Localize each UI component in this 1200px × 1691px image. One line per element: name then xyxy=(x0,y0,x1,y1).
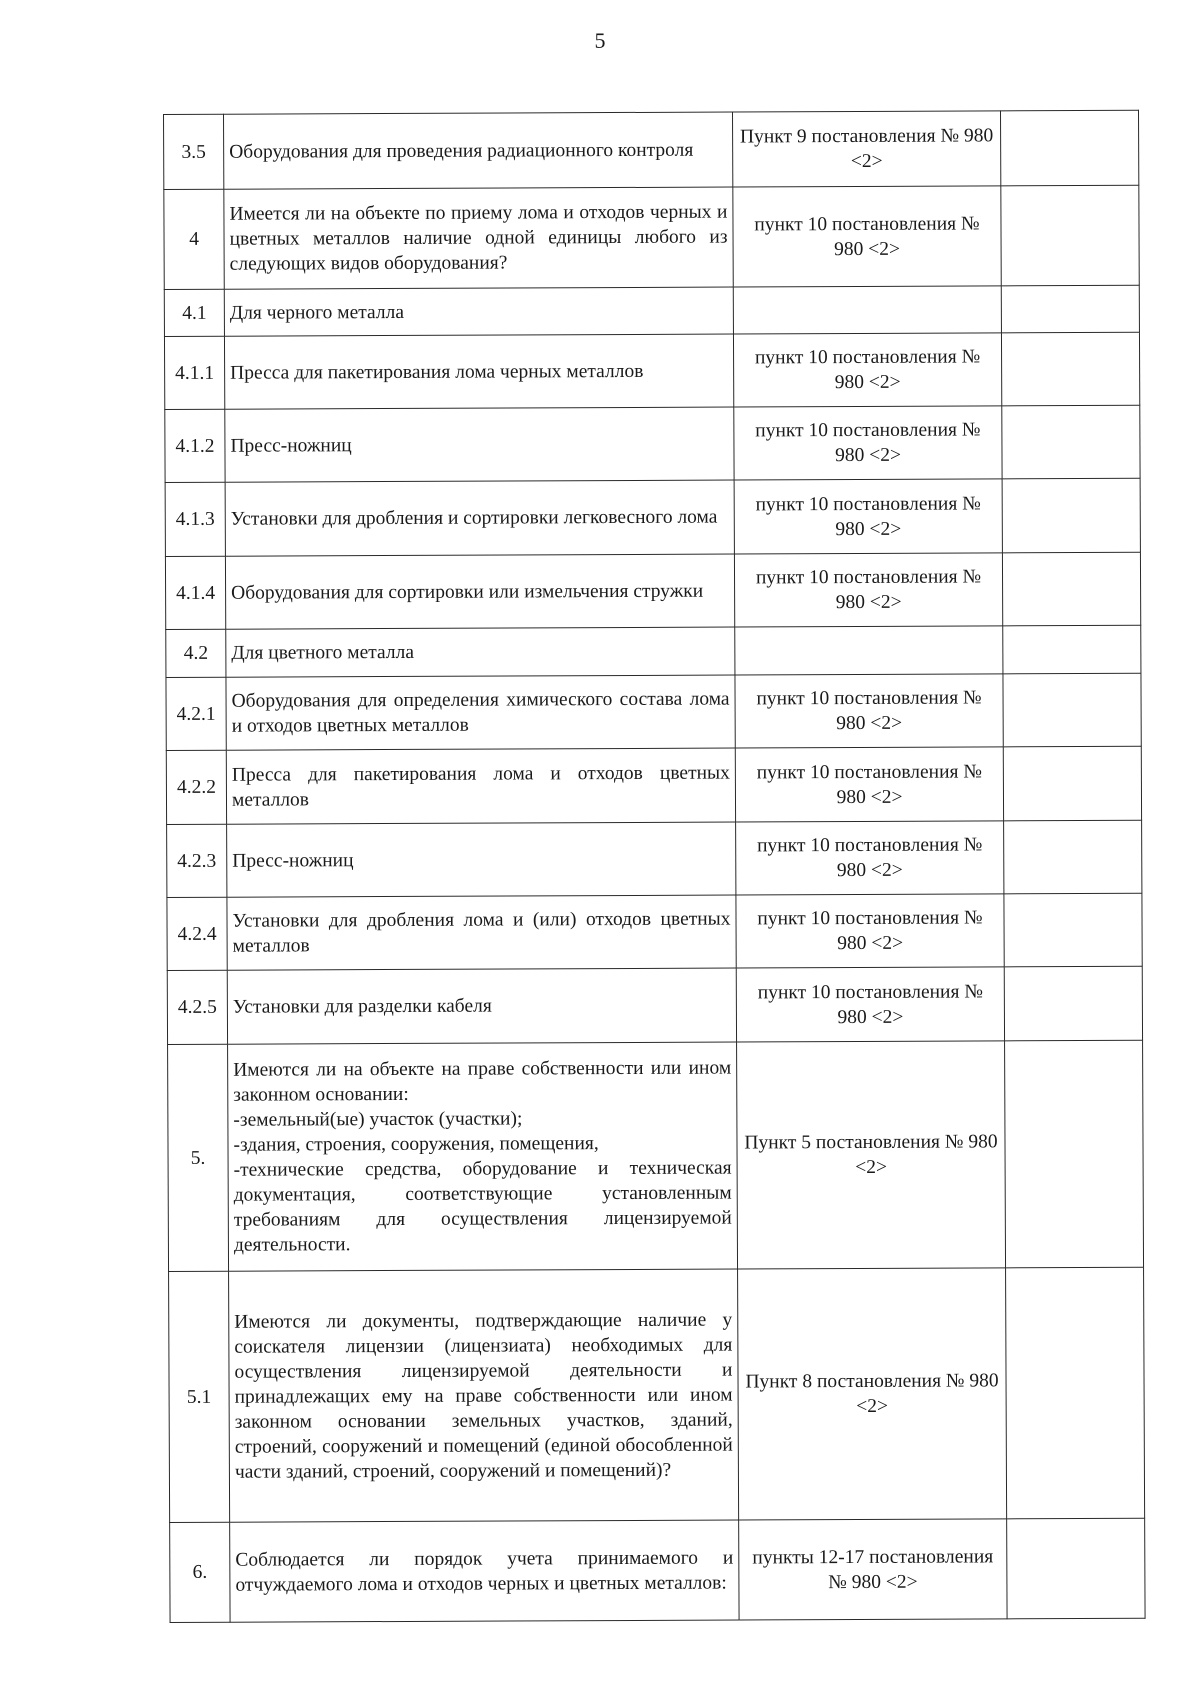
table-row xyxy=(166,746,1141,824)
table-row xyxy=(165,405,1140,482)
table-row xyxy=(167,820,1142,897)
answer-cell xyxy=(1005,1040,1144,1268)
legal-reference xyxy=(733,286,1001,334)
answer-cell xyxy=(1002,405,1140,479)
legal-reference: пункт 10 постановления № 980 <2> xyxy=(735,674,1003,748)
requirement-text: Оборудования для сортировки или измельчения стружки xyxy=(225,554,734,629)
legal-reference: Пункт 9 постановления № 980 <2> xyxy=(732,111,1000,187)
legal-reference: пункт 10 постановления № 980 <2> xyxy=(734,479,1002,554)
requirement-text: Пресс-ножниц xyxy=(227,822,736,897)
answer-cell xyxy=(1004,820,1142,894)
table-row xyxy=(165,552,1140,629)
row-number: 4.2.5 xyxy=(167,970,227,1044)
table-row xyxy=(164,332,1139,409)
requirement-text: Установки для разделки кабеля xyxy=(227,968,736,1044)
requirement-text: Оборудования для проведения радиационного контроля xyxy=(224,112,733,189)
row-number: 4.1.4 xyxy=(165,556,225,629)
table-row xyxy=(170,1518,1145,1622)
requirement-text: Соблюдается ли порядок учета принимаемого и отчуждаемого лома и отходов черных и цветных металлов: xyxy=(230,1520,739,1622)
answer-cell xyxy=(1000,110,1138,186)
requirement-text: Имеется ли на объекте по приему лома и отходов черных и цветных металлов наличие одной единицы любого из следующих видов оборудования? xyxy=(224,187,733,289)
answer-cell xyxy=(1002,478,1140,553)
row-number: 3.5 xyxy=(164,114,224,189)
answer-cell xyxy=(1001,332,1139,406)
table-row xyxy=(165,478,1140,556)
requirement-text: Установки для дробления лома и (или) отходов цветных металлов xyxy=(227,895,736,970)
answer-cell xyxy=(1001,285,1139,333)
requirement-text: Оборудования для определения химического состава лома и отходов цветных металлов xyxy=(226,675,735,750)
requirement-text: Установки для дробления и сортировки легковесного лома xyxy=(225,480,734,556)
requirement-text: Пресса для пакетирования лома и отходов цветных металлов xyxy=(226,748,735,824)
legal-reference: пункт 10 постановления № 980 <2> xyxy=(736,821,1004,895)
answer-cell xyxy=(1004,893,1142,967)
row-number: 4.2.3 xyxy=(167,824,227,897)
row-number: 6. xyxy=(170,1522,230,1622)
answer-cell xyxy=(1003,625,1141,674)
row-number: 4.2 xyxy=(166,629,226,677)
answer-cell xyxy=(1003,673,1141,747)
table-row xyxy=(166,673,1141,750)
requirements-table xyxy=(163,110,1146,1623)
requirement-text: Имеются ли на объекте на праве собственности или ином законном основании: -земельный(ые) участок (участки); -здания, строения, сооружения, помещения, -технические средства, оборудование и техническая документация, соответствующие установленным требованиям для осуществления лицензируемой деятельности. xyxy=(228,1042,738,1271)
legal-reference: пункт 10 постановления № 980 <2> xyxy=(733,333,1001,407)
legal-reference: пункт 10 постановления № 980 <2> xyxy=(733,186,1001,287)
row-number: 4.2.4 xyxy=(167,897,227,970)
requirement-text: Для цветного металла xyxy=(226,627,735,677)
page-number: 5 xyxy=(594,28,606,53)
row-number: 4.1.3 xyxy=(165,482,225,556)
row-number: 4.1.2 xyxy=(165,409,225,482)
table-row xyxy=(164,110,1139,189)
table-row xyxy=(167,966,1142,1044)
row-number: 5. xyxy=(168,1044,229,1271)
row-number: 4.1.1 xyxy=(164,336,224,409)
answer-cell xyxy=(1002,552,1140,626)
legal-reference: пункт 10 постановления № 980 <2> xyxy=(734,553,1002,627)
table-row xyxy=(168,1040,1144,1271)
answer-cell xyxy=(1007,1518,1145,1619)
requirements-table-body xyxy=(164,110,1146,1622)
legal-reference: пункты 12-17 постановления № 980 <2> xyxy=(739,1519,1007,1620)
row-number: 4 xyxy=(164,189,224,289)
table-row xyxy=(164,185,1139,289)
requirement-text: Для черного металла xyxy=(224,287,733,336)
row-number: 4.2.1 xyxy=(166,677,226,750)
table-row xyxy=(169,1267,1145,1522)
legal-reference: пункт 10 постановления № 980 <2> xyxy=(736,894,1004,968)
requirement-text: Пресс-ножниц xyxy=(225,407,734,482)
table-row xyxy=(166,625,1141,677)
answer-cell xyxy=(1006,1267,1145,1519)
legal-reference xyxy=(735,626,1003,675)
legal-reference: пункт 10 постановления № 980 <2> xyxy=(736,967,1004,1042)
legal-reference: пункт 10 постановления № 980 <2> xyxy=(735,747,1003,822)
row-number: 5.1 xyxy=(169,1271,230,1522)
row-number: 4.2.2 xyxy=(166,750,226,824)
answer-cell xyxy=(1004,966,1142,1041)
legal-reference: Пункт 8 постановления № 980 <2> xyxy=(738,1268,1007,1520)
legal-reference: пункт 10 постановления № 980 <2> xyxy=(734,406,1002,480)
requirement-text: Пресса для пакетирования лома черных металлов xyxy=(224,334,733,409)
row-number: 4.1 xyxy=(164,289,224,336)
table-row xyxy=(164,285,1139,336)
legal-reference: Пункт 5 постановления № 980 <2> xyxy=(737,1041,1006,1269)
table-row xyxy=(167,893,1142,970)
answer-cell xyxy=(1001,185,1139,286)
requirement-text: Имеются ли документы, подтверждающие наличие у соискателя лицензии (лицензиата) необходимых для осуществления лицензируемой деятельности и принадлежащих ему на праве собственности или ином законном основании земельных участков, зданий, строений, сооружений и помещений (единой обособленной части зданий, строений, сооружений и помещений)? xyxy=(229,1269,739,1522)
answer-cell xyxy=(1003,746,1141,821)
